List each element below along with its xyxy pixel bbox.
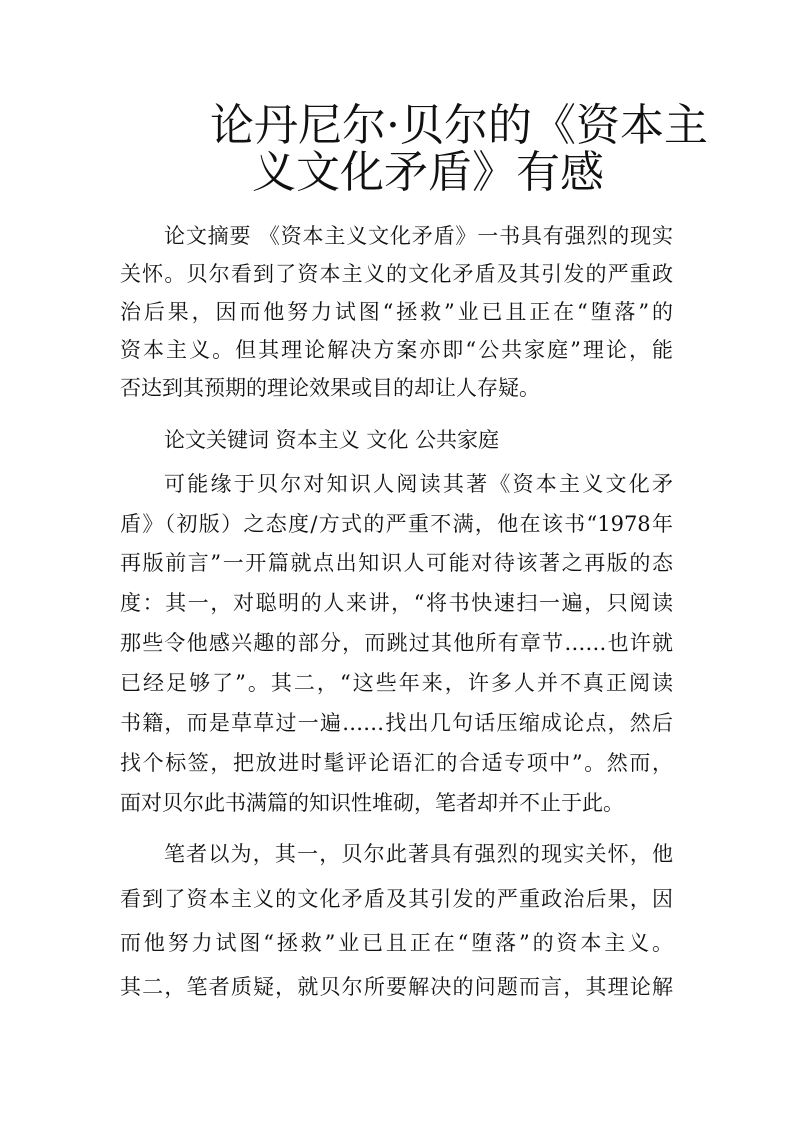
- paragraph-line: 盾》（初版）之态度/方式的严重不满，他在该书“1978年: [120, 512, 673, 536]
- paragraph-line: 看到了资本主义的文化矛盾及其引发的严重政治后果，因: [120, 887, 673, 911]
- paragraph-line: 可能缘于贝尔对知识人阅读其著《资本主义文化矛: [164, 472, 673, 496]
- keywords-line: 论文关键词 资本主义 文化 公共家庭: [164, 428, 500, 452]
- abstract-line: 资本主义。但其理论解决方案亦即“公共家庭”理论，能: [120, 338, 673, 362]
- abstract-line: 论文摘要 《资本主义文化矛盾》一书具有强烈的现实: [164, 224, 673, 248]
- abstract-line: 治后果，因而他努力试图“拯救”业已且正在“堕落”的: [120, 300, 673, 324]
- paragraph-line: 度：其一，对聪明的人来讲，“将书快速扫一遍，只阅读: [120, 591, 673, 615]
- paragraph-line: 笔者以为，其一，贝尔此著具有强烈的现实关怀，他: [164, 842, 673, 866]
- paragraph-line: 已经足够了”。其二，“这些年来，许多人并不真正阅读: [120, 671, 673, 695]
- paragraph-line: 再版前言”一开篇就点出知识人可能对待该著之再版的态: [120, 551, 673, 575]
- paragraph-line: 书籍，而是草草过一遍……找出几句话压缩成论点，然后: [120, 711, 673, 735]
- paragraph-line: 那些令他感兴趣的部分，而跳过其他所有章节……也许就: [120, 631, 673, 655]
- paragraph-line: 其二，笔者质疑，就贝尔所要解决的问题而言，其理论解: [120, 975, 673, 999]
- document-title-line-2: 义文化矛盾》有感: [252, 147, 604, 198]
- abstract-line: 关怀。贝尔看到了资本主义的文化矛盾及其引发的严重政: [120, 262, 673, 286]
- document-title-line-1: 论丹尼尔·贝尔的《资本主: [210, 100, 708, 151]
- abstract-line: 否达到其预期的理论效果或目的却让人存疑。: [120, 376, 540, 400]
- paragraph-line: 面对贝尔此书满篇的知识性堆砌，笔者却并不止于此。: [120, 791, 624, 815]
- paragraph-line: 而他努力试图“拯救”业已且正在“堕落”的资本主义。: [120, 931, 673, 955]
- paragraph-line: 找个标签，把放进时髦评论语汇的合适专项中”。然而，: [120, 751, 673, 775]
